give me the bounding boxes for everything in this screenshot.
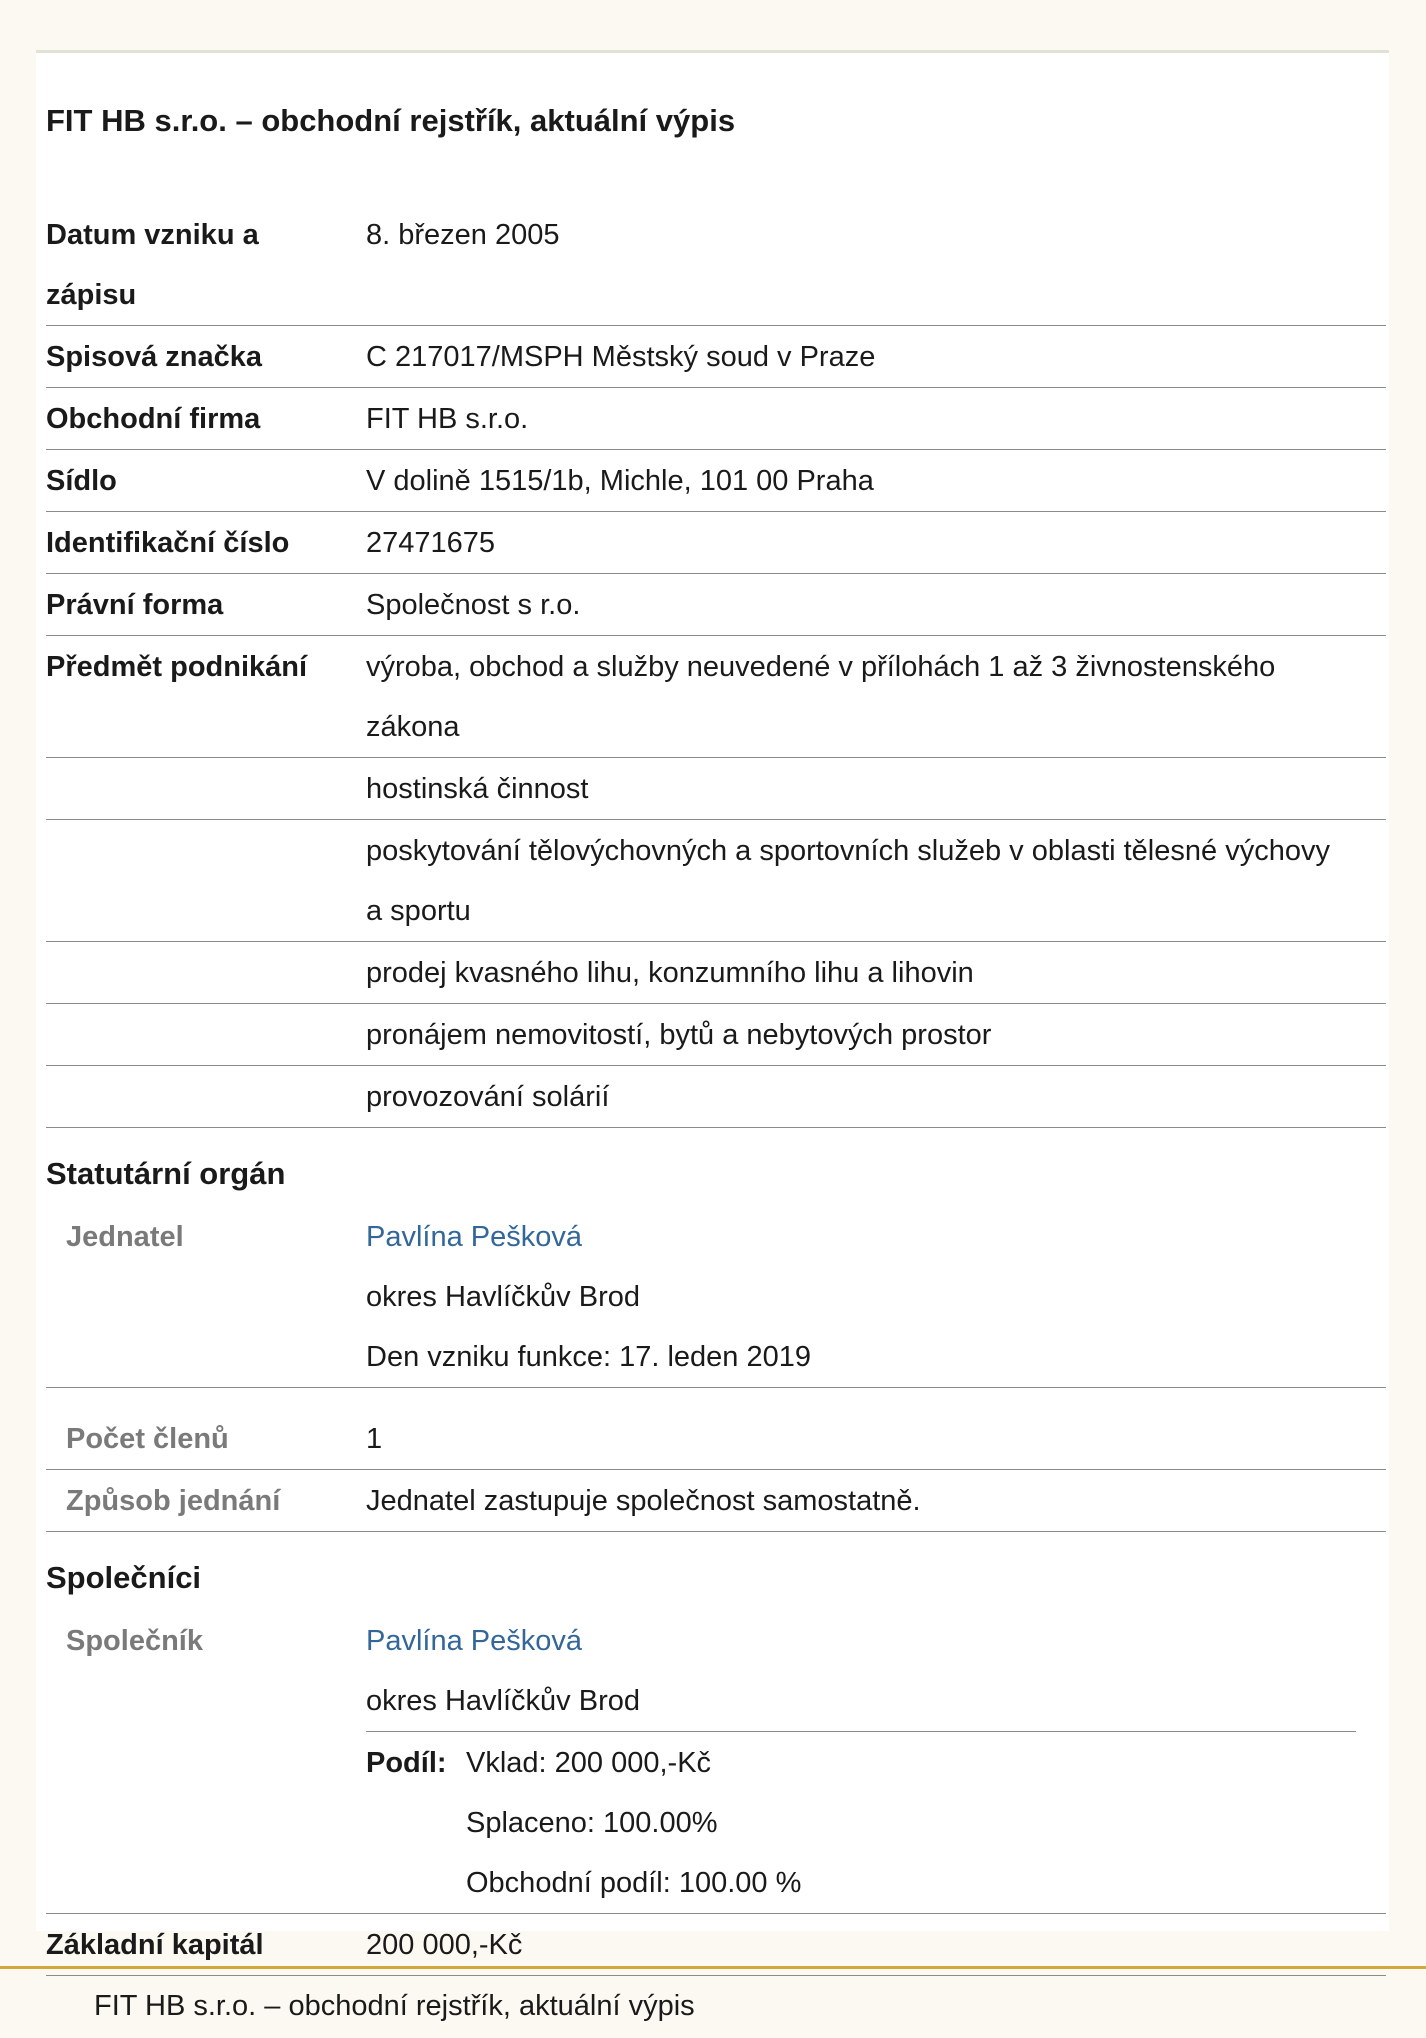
content-card	[36, 50, 1389, 1961]
podil-label: Podíl:	[366, 1747, 447, 1779]
divider	[46, 1387, 1386, 1388]
jednatel-name-link[interactable]: Pavlína Pešková	[366, 1221, 583, 1253]
label-datum-line1: Datum vzniku a	[46, 219, 259, 251]
divider	[46, 1127, 1386, 1128]
jednatel-okres: okres Havlíčkův Brod	[366, 1281, 640, 1313]
predmet-item-cont: a sportu	[366, 895, 471, 927]
label-spisova: Spisová značka	[46, 341, 262, 373]
label-forma: Právní forma	[46, 589, 224, 621]
divider	[46, 387, 1386, 388]
value-pocet-clenu: 1	[366, 1423, 383, 1455]
divider	[46, 819, 1386, 820]
divider	[46, 941, 1386, 942]
value-spisova: C 217017/MSPH Městský soud v Praze	[366, 341, 876, 373]
value-datum: 8. březen 2005	[366, 219, 560, 251]
podil-obchodni: Obchodní podíl: 100.00 %	[466, 1867, 802, 1899]
divider	[46, 573, 1386, 574]
label-jednatel: Jednatel	[66, 1221, 184, 1253]
divider	[46, 325, 1386, 326]
divider	[46, 1003, 1386, 1004]
podil-vklad: Vklad: 200 000,-Kč	[466, 1747, 712, 1779]
section-heading-statutarni: Statutární orgán	[46, 1156, 286, 1191]
divider	[46, 1469, 1386, 1470]
label-spolecnik: Společník	[66, 1625, 203, 1657]
spolecnik-okres: okres Havlíčkův Brod	[366, 1685, 640, 1717]
label-predmet: Předmět podnikání	[46, 651, 308, 683]
divider	[46, 1975, 1386, 1976]
podil-splaceno: Splaceno: 100.00%	[466, 1807, 718, 1839]
label-sidlo: Sídlo	[46, 465, 117, 497]
predmet-item: poskytování tělovýchovných a sportovních služeb v oblasti tělesné výchovy	[366, 835, 1330, 867]
value-kapital: 200 000,-Kč	[366, 1929, 523, 1961]
section-heading-spolecnici: Společníci	[46, 1560, 202, 1595]
value-firma: FIT HB s.r.o.	[366, 403, 529, 435]
divider	[46, 1531, 1386, 1532]
divider	[46, 511, 1386, 512]
divider	[366, 1731, 1356, 1732]
value-zpusob-jednani: Jednatel zastupuje společnost samostatně.	[366, 1485, 921, 1517]
predmet-item-cont: zákona	[366, 711, 460, 743]
page-title: FIT HB s.r.o. – obchodní rejstřík, aktuální výpis	[46, 103, 736, 138]
label-datum-line2: zápisu	[46, 279, 137, 311]
predmet-item: hostinská činnost	[366, 773, 589, 805]
label-ico: Identifikační číslo	[46, 527, 290, 559]
label-kapital: Základní kapitál	[46, 1929, 264, 1961]
value-forma: Společnost s r.o.	[366, 589, 581, 621]
divider	[46, 1913, 1386, 1914]
divider	[46, 1065, 1386, 1066]
predmet-item: pronájem nemovitostí, bytů a nebytových prostor	[366, 1019, 992, 1051]
jednatel-den-vzniku: Den vzniku funkce: 17. leden 2019	[366, 1341, 811, 1373]
spolecnik-name-link[interactable]: Pavlína Pešková	[366, 1625, 583, 1657]
footer-divider	[0, 1966, 1426, 1969]
label-zpusob-jednani: Způsob jednání	[66, 1485, 281, 1517]
label-pocet-clenu: Počet členů	[66, 1423, 229, 1455]
divider	[46, 449, 1386, 450]
predmet-item: provozování solárií	[366, 1081, 610, 1113]
label-firma: Obchodní firma	[46, 403, 261, 435]
footer-title: FIT HB s.r.o. – obchodní rejstřík, aktuální výpis	[94, 1990, 695, 2022]
value-ico: 27471675	[366, 527, 496, 559]
divider	[46, 757, 1386, 758]
divider	[46, 635, 1386, 636]
value-sidlo: V dolině 1515/1b, Michle, 101 00 Praha	[366, 465, 874, 497]
predmet-item: prodej kvasného lihu, konzumního lihu a lihovin	[366, 957, 974, 989]
predmet-item: výroba, obchod a služby neuvedené v přílohách 1 až 3 živnostenského	[366, 651, 1276, 683]
